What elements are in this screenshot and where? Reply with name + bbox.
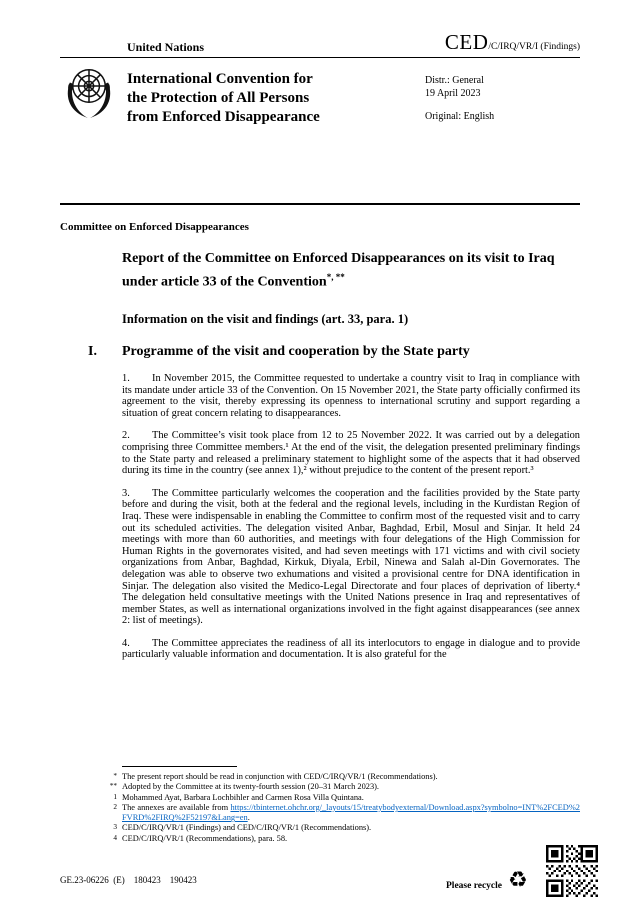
- footnote-marker: *: [113, 771, 117, 780]
- convention-title: [127, 70, 320, 127]
- paragraph-1: [122, 373, 580, 419]
- body-text: [122, 373, 580, 672]
- document-symbol-series: CED: [444, 30, 489, 54]
- paragraph-number: 4.: [122, 637, 130, 649]
- masthead-rule: [60, 203, 580, 205]
- footnote-marker: 3: [113, 822, 117, 832]
- footnote-double-asterisk: [62, 782, 580, 792]
- distr-date: 19 April 2023: [425, 88, 481, 99]
- footnote-4: [62, 834, 580, 844]
- footnote-marker: 4: [113, 832, 117, 842]
- distribution-block: [425, 74, 494, 123]
- org-name: United Nations: [127, 40, 205, 54]
- footnote-text: CED/C/IRQ/VR/1 (Findings) and CED/C/IRQ/VR/1 (Recommendations).: [122, 823, 372, 833]
- paragraph-text: The Committee appreciates the readiness of all its interlocutors to engage in dialogue and to provide particularly valuable information and documentation. It is also grateful for the: [122, 637, 580, 661]
- paragraph-4: [122, 638, 580, 661]
- convention-title-line2: the Protection of All Persons: [127, 90, 310, 106]
- footnote-markers: *, **: [326, 272, 345, 282]
- footnote-3: [62, 823, 580, 833]
- annexes-link[interactable]: https://tbinternet.ohchr.org/_layouts/15/treatybodyexternal/Download.aspx?symbolno=INT%2FCED%2FVRD%2FIRQ%2F52197&Lang=en: [122, 802, 580, 823]
- section-title: Programme of the visit and cooperation by the State party: [122, 344, 470, 359]
- footnote-text: [122, 803, 580, 824]
- footnote-asterisk: [62, 772, 580, 782]
- footnote-marker: 1: [113, 791, 117, 801]
- un-emblem-icon: [60, 64, 118, 122]
- footnote-text-prefix: The annexes are available from: [122, 802, 231, 812]
- paragraph-3: [122, 488, 580, 627]
- section-number: I.: [88, 344, 97, 359]
- footnote-text: The present report should be read in conjunction with CED/C/IRQ/VR/1 (Recommendations).: [122, 772, 438, 781]
- document-symbol-number: /C/IRQ/VR/I (Findings): [488, 42, 580, 52]
- report-subtitle: Information on the visit and findings (art. 33, para. 1): [122, 312, 409, 326]
- committee-name: Committee on Enforced Disappearances: [60, 221, 249, 233]
- footnote-separator: [122, 766, 237, 767]
- footnote-text: CED/C/IRQ/VR/1 (Recommendations), para. 58.: [122, 833, 288, 843]
- footnote-marker: 2: [113, 801, 117, 811]
- section-heading: [88, 344, 580, 360]
- paragraph-text: The Committee’s visit took place from 12 to 25 November 2022. It was carried out by a delegation comprising three Committee members.¹ At the end of the visit, the delegation presented preliminary findings to the State party and released a preliminary statement to highlight some of the aspects that it had observed during its time in the country (see annex 1),² without prejudice to the content of the present report.³: [122, 430, 580, 477]
- original-language: Original: English: [425, 111, 495, 122]
- paragraph-2: [122, 430, 580, 476]
- report-title: [122, 250, 572, 292]
- please-recycle-label: Please recycle: [446, 881, 502, 891]
- report-title-text: Report of the Committee on Enforced Disappearances on its visit to Iraq under article 33 of the Convention: [122, 251, 555, 290]
- footnote-text-suffix: .: [247, 813, 250, 823]
- paragraph-text: The Committee particularly welcomes the cooperation and the facilities provided by the State party before and during the visit, both at the federal and the regional levels, including in the Kurdistan Region of Iraq. These were indispensable in enabling the Committee to confirm most of the requested visit and to carry out its scheduled activities. The delegation visited Anbar, Baghdad, Erbil, Mosul and Sinjar. It held 24 meetings with more than 60 authorities, and meetings with four delegations of the High Commission for Human Rights in the governorates visited, and had seven meetings with 171 victims and with civil society organizations from Anbar, Baghdad, Kirkuk, Diyala, Erbil, Ninewa and Salah al-Din Governorates. The delegation was able to observe two exhumations and visited a provisional centre for DNA identification in Sinjar. The delegation also visited the Medico-Legal Directorate and four places of deprivation of liberty.⁴ The delegation held consultative meetings with the United Nations presence in Iraq and representatives of member States, as well as international organizations involved in the fight against disappearances (see annex 2: list of meetings).: [122, 487, 580, 627]
- document-id: GE.23-06226 (E) 180423 190423: [60, 875, 197, 885]
- recycle-icon: ♻: [508, 868, 528, 893]
- paragraph-text: In November 2015, the Committee requested to undertake a country visit to Iraq in compliance with its mandate under article 33 of the Convention. On 15 November 2021, the State party officially confirmed its agreement to the visit, thereby expressing its openness to international scrutiny and support regarding a situation of great concern relating to disappearances.: [122, 373, 580, 419]
- footnote-text: Adopted by the Committee at its twenty-fourth session (20–31 March 2023).: [122, 782, 380, 792]
- paragraph-number: 2.: [122, 430, 130, 442]
- footnote-2: [62, 803, 580, 824]
- convention-title-line3: from Enforced Disappearance: [127, 109, 320, 125]
- header-rule: [60, 57, 580, 58]
- footnote-marker: **: [109, 781, 117, 791]
- distr-label: Distr.: General: [425, 75, 484, 86]
- document-symbol: [445, 30, 580, 55]
- qr-code: [546, 845, 598, 897]
- footnotes: [62, 772, 580, 844]
- paragraph-number: 3.: [122, 487, 130, 499]
- convention-title-line1: International Convention for: [127, 71, 313, 87]
- footnote-text: Mohammed Ayat, Barbara Lochbihler and Carmen Rosa Villa Quintana.: [122, 792, 364, 802]
- footnote-1: [62, 793, 580, 803]
- paragraph-number: 1.: [122, 373, 130, 384]
